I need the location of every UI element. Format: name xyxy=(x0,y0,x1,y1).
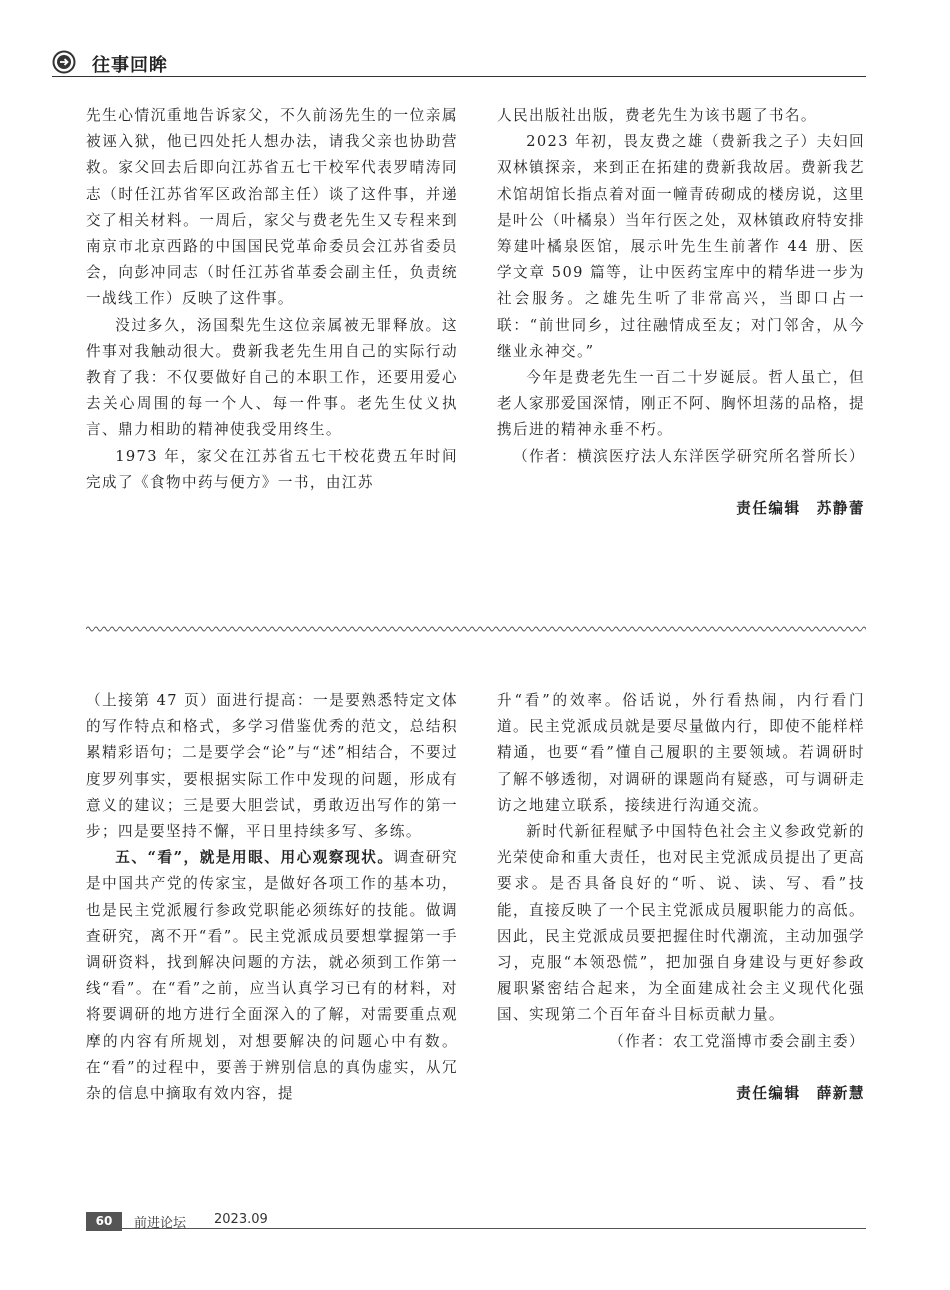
journal-name: 前进论坛 xyxy=(134,1216,187,1231)
footer-rule xyxy=(86,1228,866,1229)
section-heading: 五、“看”，就是用眼、用心观察现状。 xyxy=(115,849,394,867)
paragraph: 1973 年，家父在江苏省五七干校花费五年时间完成了《食物中药与便方》一书，由江苏 xyxy=(86,447,458,491)
article2-left-column xyxy=(86,688,458,1107)
author-note: （作者：横滨医疗法人东洋医学研究所名誉所长） xyxy=(513,447,865,465)
paragraph: 先生心情沉重地告诉家父，不久前汤先生的一位亲属被诬入狱，他已四处托人想办法，请我父亲也协助营救。家父回去后即向江苏省五七干校军代表罗晴涛同志（时任江苏省军区政治部主任）谈了这件事，并递交了相关材料。一周后，家父与费老先生又专程来到南京市北京西路的中国国民党革命委员会江苏省委员会，向彭冲同志（时任江苏省革委会副主任，负责统一战线工作）反映了这件事。 xyxy=(86,107,458,308)
paragraph: 今年是费老先生一百二十岁诞辰。哲人虽亡，但老人家那爱国深情，刚正不阿、胸怀坦荡的品格，提携后进的精神永垂不朽。 xyxy=(497,369,865,439)
author-note: （作者：农工党淄博市委会副主委） xyxy=(609,1032,865,1050)
paragraph: （上接第 47 页）面进行提高：一是要熟悉特定文体的写作特点和格式，多学习借鉴优秀的范文，总结积累精彩语句；二是要学会“论”与“述”相结合，不要过度罗列事实，要根据实际工作中发现的问题，形成有意义的建议；三是要大胆尝试，勇敢迈出写作的第一步；四是要坚持不懈，平日里持续多写、多练。 xyxy=(86,692,458,841)
section-paragraph xyxy=(86,845,458,1107)
article1-right-column xyxy=(497,103,865,522)
arrow-circle-icon xyxy=(52,50,76,74)
paragraph: 升“看”的效率。俗话说，外行看热闹，内行看门道。民主党派成员就是要尽量做内行，即使不能样样精通，也要“看”懂自己履职的主要领域。若调研时了解不够透彻，对调研的课题尚有疑惑，可与调研走访之地建立联系，接续进行沟通交流。 xyxy=(497,692,865,814)
article2-right-column xyxy=(497,688,865,1107)
issue-number: 2023.09 xyxy=(214,1212,268,1227)
editor-credit: 责任编辑 薛新慧 xyxy=(736,1084,865,1102)
paragraph: 人民出版社出版，费老先生为该书题了书名。 xyxy=(497,107,817,124)
section-title: 往事回眸 xyxy=(92,55,168,76)
wave-divider xyxy=(86,625,866,633)
page-header xyxy=(52,50,866,77)
article1-left-column xyxy=(86,103,458,496)
paragraph: 没过多久，汤国梨先生这位亲属被无罪释放。这件事对我触动很大。费新我老先生用自己的实际行动教育了我：不仅要做好自己的本职工作，还要用爱心去关心周围的每一个人、每一件事。老先生仗义执言、鼎力相助的精神使我受用终生。 xyxy=(86,316,458,439)
paragraph: 新时代新征程赋予中国特色社会主义参政党新的光荣使命和重大责任，也对民主党派成员提出了更高要求。是否具备良好的“听、说、读、写、看”技能，直接反映了一个民主党派成员履职能力的高低。因此，民主党派成员要把握住时代潮流，主动加强学习，克服“本领恐慌”，把加强自身建设与更好参政履职紧密结合起来，为全面建成社会主义现代化强国、实现第二个百年奋斗目标贡献力量。 xyxy=(497,823,865,1024)
paragraph: 2023 年初，畏友费之雄（费新我之子）夫妇回双林镇探亲，来到正在拓建的费新我故居。费新我艺术馆胡馆长指点着对面一幢青砖砌成的楼房说，这里是叶公（叶橘泉）当年行医之处，双林镇政府特安排筹建叶橘泉医馆，展示叶先生生前著作 44 册、医学文章 509 篇等，让中医药宝库中的精华进一步为社会服务。之雄先生听了非常高兴，当即口占一联：“前世同乡，过往融情成至友；对门邻舍，从今继业永神交。” xyxy=(497,133,865,360)
editor-credit: 责任编辑 苏静蕾 xyxy=(736,499,865,517)
page-number: 60 xyxy=(86,1212,122,1231)
section-body: 调查研究是中国共产党的传家宝，是做好各项工作的基本功，也是民主党派履行参政党职能必须练好的技能。做调查研究，离不开“看”。民主党派成员要想掌握第一手调研资料，找到解决问题的方法，就必须到工作第一线“看”。在“看”之前，应当认真学习已有的材料，对将要调研的地方进行全面深入的了解，对需要重点观摩的内容有所规划，对想要解决的问题心中有数。在“看”的过程中，要善于辨别信息的真伪虚实，从冗杂的信息中摘取有效内容，提 xyxy=(86,849,458,1103)
